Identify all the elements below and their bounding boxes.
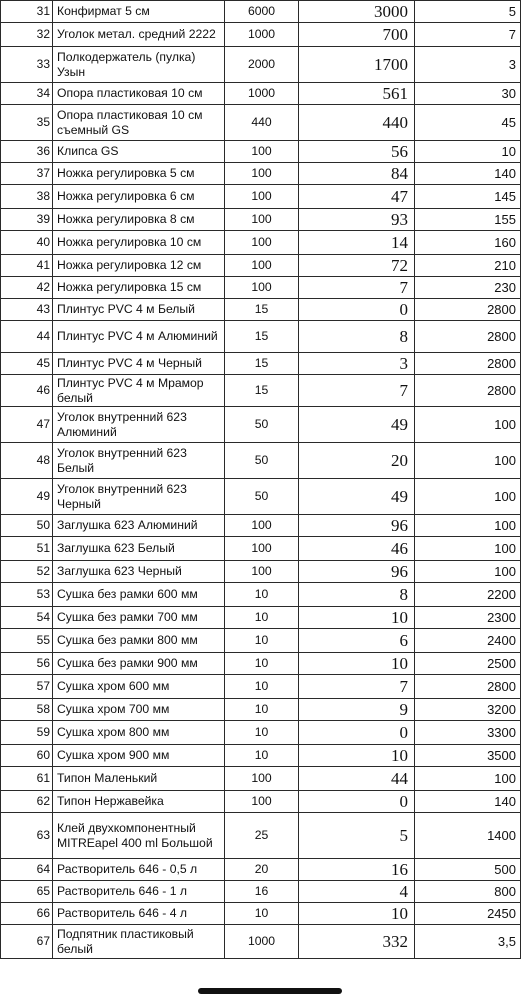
price-cell[interactable]: 230	[415, 277, 521, 299]
price-cell[interactable]: 100	[415, 479, 521, 515]
quantity-remaining-cell[interactable]: 16	[299, 859, 415, 881]
quantity-remaining-cell[interactable]: 9	[299, 699, 415, 721]
row-number-cell[interactable]: 66	[1, 903, 53, 925]
table-row	[1, 353, 521, 375]
row-number-cell[interactable]: 59	[1, 721, 53, 745]
item-name-cell[interactable]: Плинтус PVC 4 м Алюминий	[53, 321, 225, 353]
row-number-cell[interactable]: 46	[1, 375, 53, 407]
row-number-cell[interactable]: 40	[1, 231, 53, 255]
row-number-cell[interactable]: 63	[1, 813, 53, 859]
quantity-remaining-cell[interactable]: 96	[299, 561, 415, 583]
quantity-remaining-cell[interactable]: 5	[299, 813, 415, 859]
row-number-cell[interactable]: 35	[1, 105, 53, 141]
row-number-cell[interactable]: 56	[1, 653, 53, 675]
row-number-cell[interactable]: 43	[1, 299, 53, 321]
quantity-ordered-cell[interactable]: 100	[225, 141, 299, 163]
quantity-remaining-cell[interactable]: 20	[299, 443, 415, 479]
quantity-ordered-cell[interactable]: 100	[225, 537, 299, 561]
table-row	[1, 745, 521, 767]
row-number-cell[interactable]: 51	[1, 537, 53, 561]
item-name-cell[interactable]: Уголок метал. средний 2222	[53, 23, 225, 47]
quantity-ordered-cell[interactable]: 16	[225, 881, 299, 903]
table-row	[1, 141, 521, 163]
row-number-cell[interactable]: 65	[1, 881, 53, 903]
price-cell[interactable]: 7	[415, 23, 521, 47]
price-cell[interactable]: 2300	[415, 607, 521, 629]
quantity-remaining-cell[interactable]: 10	[299, 653, 415, 675]
price-cell[interactable]: 2500	[415, 653, 521, 675]
table-row	[1, 791, 521, 813]
item-name-cell[interactable]: Уголок внутренний 623 Белый	[53, 443, 225, 479]
price-cell[interactable]: 5	[415, 1, 521, 23]
table-row	[1, 767, 521, 791]
item-name-cell[interactable]: Ножка регулировка 10 см	[53, 231, 225, 255]
table-row	[1, 561, 521, 583]
quantity-remaining-cell[interactable]: 8	[299, 321, 415, 353]
quantity-remaining-cell[interactable]: 46	[299, 537, 415, 561]
table-row	[1, 83, 521, 105]
price-cell[interactable]: 2800	[415, 675, 521, 699]
quantity-remaining-cell[interactable]: 7	[299, 375, 415, 407]
quantity-remaining-cell[interactable]: 8	[299, 583, 415, 607]
row-number-cell[interactable]: 52	[1, 561, 53, 583]
item-name-cell[interactable]: Заглушка 623 Черный	[53, 561, 225, 583]
table-row	[1, 231, 521, 255]
table-row	[1, 699, 521, 721]
price-cell[interactable]: 160	[415, 231, 521, 255]
price-cell[interactable]: 2800	[415, 321, 521, 353]
quantity-remaining-cell[interactable]: 700	[299, 23, 415, 47]
quantity-ordered-cell[interactable]: 100	[225, 767, 299, 791]
item-name-cell[interactable]: Клей двухкомпонентный MITREapel 400 ml Большой	[53, 813, 225, 859]
quantity-ordered-cell[interactable]: 10	[225, 675, 299, 699]
item-name-cell[interactable]: Уголок внутренний 623 Черный	[53, 479, 225, 515]
item-name-cell[interactable]: Клипса GS	[53, 141, 225, 163]
row-number-cell[interactable]: 39	[1, 209, 53, 231]
price-cell[interactable]: 45	[415, 105, 521, 141]
item-name-cell[interactable]: Сушка без рамки 900 мм	[53, 653, 225, 675]
row-number-cell[interactable]: 42	[1, 277, 53, 299]
item-name-cell[interactable]: Ножка регулировка 6 см	[53, 185, 225, 209]
table-row	[1, 881, 521, 903]
quantity-remaining-cell[interactable]: 7	[299, 675, 415, 699]
table-row	[1, 607, 521, 629]
table-row	[1, 653, 521, 675]
quantity-ordered-cell[interactable]: 50	[225, 407, 299, 443]
price-cell[interactable]: 2800	[415, 375, 521, 407]
table-row	[1, 299, 521, 321]
table-row	[1, 443, 521, 479]
price-cell[interactable]: 3300	[415, 721, 521, 745]
row-number-cell[interactable]: 45	[1, 353, 53, 375]
row-number-cell[interactable]: 36	[1, 141, 53, 163]
table-row	[1, 537, 521, 561]
quantity-remaining-cell[interactable]: 0	[299, 721, 415, 745]
quantity-remaining-cell[interactable]: 10	[299, 745, 415, 767]
quantity-ordered-cell[interactable]: 100	[225, 163, 299, 185]
item-name-cell[interactable]: Ножка регулировка 15 см	[53, 277, 225, 299]
quantity-remaining-cell[interactable]: 7	[299, 277, 415, 299]
table-row	[1, 321, 521, 353]
quantity-ordered-cell[interactable]: 15	[225, 321, 299, 353]
table-body	[1, 1, 521, 959]
price-cell[interactable]: 140	[415, 163, 521, 185]
item-name-cell[interactable]: Плинтус PVC 4 м Черный	[53, 353, 225, 375]
quantity-remaining-cell[interactable]: 4	[299, 881, 415, 903]
item-name-cell[interactable]: Сушка без рамки 600 мм	[53, 583, 225, 607]
table-row	[1, 925, 521, 959]
row-number-cell[interactable]: 48	[1, 443, 53, 479]
quantity-ordered-cell[interactable]: 10	[225, 699, 299, 721]
item-name-cell[interactable]: Сушка без рамки 800 мм	[53, 629, 225, 653]
quantity-ordered-cell[interactable]: 15	[225, 353, 299, 375]
row-number-cell[interactable]: 32	[1, 23, 53, 47]
item-name-cell[interactable]: Подпятник пластиковый белый	[53, 925, 225, 959]
item-name-cell[interactable]: Заглушка 623 Алюминий	[53, 515, 225, 537]
quantity-ordered-cell[interactable]: 25	[225, 813, 299, 859]
price-cell[interactable]: 2450	[415, 903, 521, 925]
quantity-remaining-cell[interactable]: 0	[299, 791, 415, 813]
item-name-cell[interactable]: Растворитель 646 - 1 л	[53, 881, 225, 903]
quantity-ordered-cell[interactable]: 100	[225, 255, 299, 277]
item-name-cell[interactable]: Полкодержатель (пулка) Узын	[53, 47, 225, 83]
row-number-cell[interactable]: 49	[1, 479, 53, 515]
quantity-ordered-cell[interactable]: 10	[225, 583, 299, 607]
price-cell[interactable]: 2800	[415, 353, 521, 375]
price-cell[interactable]: 100	[415, 515, 521, 537]
row-number-cell[interactable]: 31	[1, 1, 53, 23]
quantity-ordered-cell[interactable]: 15	[225, 299, 299, 321]
quantity-ordered-cell[interactable]: 10	[225, 607, 299, 629]
quantity-remaining-cell[interactable]: 14	[299, 231, 415, 255]
row-number-cell[interactable]: 44	[1, 321, 53, 353]
row-number-cell[interactable]: 33	[1, 47, 53, 83]
price-cell[interactable]: 30	[415, 83, 521, 105]
table-row	[1, 277, 521, 299]
item-name-cell[interactable]: Уголок внутренний 623 Алюминий	[53, 407, 225, 443]
item-name-cell[interactable]: Сушка хром 800 мм	[53, 721, 225, 745]
price-cell[interactable]: 100	[415, 537, 521, 561]
table-row	[1, 721, 521, 745]
table-row	[1, 375, 521, 407]
price-cell[interactable]: 3	[415, 47, 521, 83]
quantity-ordered-cell[interactable]: 10	[225, 721, 299, 745]
price-cell[interactable]: 3,5	[415, 925, 521, 959]
quantity-remaining-cell[interactable]: 49	[299, 407, 415, 443]
row-number-cell[interactable]: 64	[1, 859, 53, 881]
row-number-cell[interactable]: 37	[1, 163, 53, 185]
quantity-remaining-cell[interactable]: 96	[299, 515, 415, 537]
quantity-ordered-cell[interactable]: 10	[225, 629, 299, 653]
table-row	[1, 1, 521, 23]
item-name-cell[interactable]: Опора пластиковая 10 см	[53, 83, 225, 105]
row-number-cell[interactable]: 34	[1, 83, 53, 105]
quantity-remaining-cell[interactable]: 3000	[299, 1, 415, 23]
row-number-cell[interactable]: 54	[1, 607, 53, 629]
quantity-remaining-cell[interactable]: 93	[299, 209, 415, 231]
price-cell[interactable]: 3200	[415, 699, 521, 721]
quantity-ordered-cell[interactable]: 10	[225, 653, 299, 675]
quantity-remaining-cell[interactable]: 1700	[299, 47, 415, 83]
table-row	[1, 105, 521, 141]
price-cell[interactable]: 2400	[415, 629, 521, 653]
quantity-ordered-cell[interactable]: 2000	[225, 47, 299, 83]
row-number-cell[interactable]: 38	[1, 185, 53, 209]
item-name-cell[interactable]: Сушка хром 600 мм	[53, 675, 225, 699]
price-cell[interactable]: 1400	[415, 813, 521, 859]
table-row	[1, 209, 521, 231]
item-name-cell[interactable]: Плинтус PVC 4 м Белый	[53, 299, 225, 321]
quantity-ordered-cell[interactable]: 10	[225, 745, 299, 767]
table-row	[1, 255, 521, 277]
price-cell[interactable]: 100	[415, 407, 521, 443]
item-name-cell[interactable]: Конфирмат 5 см	[53, 1, 225, 23]
item-name-cell[interactable]: Типон Маленький	[53, 767, 225, 791]
price-cell[interactable]: 155	[415, 209, 521, 231]
price-cell[interactable]: 2800	[415, 299, 521, 321]
table-row	[1, 407, 521, 443]
price-cell[interactable]: 100	[415, 561, 521, 583]
price-cell[interactable]: 210	[415, 255, 521, 277]
row-number-cell[interactable]: 61	[1, 767, 53, 791]
table-row	[1, 583, 521, 607]
quantity-remaining-cell[interactable]: 3	[299, 353, 415, 375]
item-name-cell[interactable]: Ножка регулировка 5 см	[53, 163, 225, 185]
price-cell[interactable]: 10	[415, 141, 521, 163]
table-row	[1, 903, 521, 925]
table-row	[1, 47, 521, 83]
quantity-ordered-cell[interactable]: 50	[225, 443, 299, 479]
quantity-remaining-cell[interactable]: 44	[299, 767, 415, 791]
quantity-remaining-cell[interactable]: 56	[299, 141, 415, 163]
quantity-ordered-cell[interactable]: 20	[225, 859, 299, 881]
quantity-remaining-cell[interactable]: 72	[299, 255, 415, 277]
quantity-remaining-cell[interactable]: 84	[299, 163, 415, 185]
price-cell[interactable]: 100	[415, 767, 521, 791]
item-name-cell[interactable]: Опора пластиковая 10 см съемный GS	[53, 105, 225, 141]
row-number-cell[interactable]: 53	[1, 583, 53, 607]
quantity-remaining-cell[interactable]: 561	[299, 83, 415, 105]
price-cell[interactable]: 500	[415, 859, 521, 881]
quantity-remaining-cell[interactable]: 10	[299, 607, 415, 629]
price-cell[interactable]: 800	[415, 881, 521, 903]
item-name-cell[interactable]: Сушка хром 700 мм	[53, 699, 225, 721]
quantity-ordered-cell[interactable]: 10	[225, 903, 299, 925]
row-number-cell[interactable]: 47	[1, 407, 53, 443]
quantity-ordered-cell[interactable]: 100	[225, 561, 299, 583]
quantity-ordered-cell[interactable]: 1000	[225, 23, 299, 47]
quantity-remaining-cell[interactable]: 47	[299, 185, 415, 209]
quantity-remaining-cell[interactable]: 10	[299, 903, 415, 925]
home-indicator[interactable]	[198, 988, 342, 994]
quantity-remaining-cell[interactable]: 332	[299, 925, 415, 959]
table-row	[1, 629, 521, 653]
item-name-cell[interactable]: Плинтус PVC 4 м Мрамор белый	[53, 375, 225, 407]
table-row	[1, 479, 521, 515]
row-number-cell[interactable]: 58	[1, 699, 53, 721]
row-number-cell[interactable]: 50	[1, 515, 53, 537]
item-name-cell[interactable]: Типон Нержавейка	[53, 791, 225, 813]
item-name-cell[interactable]: Сушка хром 900 мм	[53, 745, 225, 767]
item-name-cell[interactable]: Заглушка 623 Белый	[53, 537, 225, 561]
item-name-cell[interactable]: Ножка регулировка 12 см	[53, 255, 225, 277]
table-row	[1, 813, 521, 859]
table-row	[1, 23, 521, 47]
quantity-ordered-cell[interactable]: 100	[225, 231, 299, 255]
quantity-remaining-cell[interactable]: 0	[299, 299, 415, 321]
table-row	[1, 185, 521, 209]
row-number-cell[interactable]: 62	[1, 791, 53, 813]
price-cell[interactable]: 145	[415, 185, 521, 209]
table-row	[1, 163, 521, 185]
quantity-remaining-cell[interactable]: 440	[299, 105, 415, 141]
item-name-cell[interactable]: Сушка без рамки 700 мм	[53, 607, 225, 629]
item-name-cell[interactable]: Растворитель 646 - 4 л	[53, 903, 225, 925]
table-row	[1, 675, 521, 699]
row-number-cell[interactable]: 67	[1, 925, 53, 959]
quantity-ordered-cell[interactable]: 100	[225, 209, 299, 231]
table-row	[1, 859, 521, 881]
row-number-cell[interactable]: 55	[1, 629, 53, 653]
quantity-ordered-cell[interactable]: 50	[225, 479, 299, 515]
row-number-cell[interactable]: 60	[1, 745, 53, 767]
quantity-ordered-cell[interactable]: 100	[225, 277, 299, 299]
table-row	[1, 515, 521, 537]
quantity-ordered-cell[interactable]: 15	[225, 375, 299, 407]
quantity-ordered-cell[interactable]: 100	[225, 185, 299, 209]
quantity-ordered-cell[interactable]: 100	[225, 515, 299, 537]
quantity-ordered-cell[interactable]: 100	[225, 791, 299, 813]
row-number-cell[interactable]: 41	[1, 255, 53, 277]
price-cell[interactable]: 2200	[415, 583, 521, 607]
row-number-cell[interactable]: 57	[1, 675, 53, 699]
quantity-remaining-cell[interactable]: 6	[299, 629, 415, 653]
quantity-remaining-cell[interactable]: 49	[299, 479, 415, 515]
quantity-ordered-cell[interactable]: 440	[225, 105, 299, 141]
quantity-ordered-cell[interactable]: 1000	[225, 83, 299, 105]
item-name-cell[interactable]: Растворитель 646 - 0,5 л	[53, 859, 225, 881]
price-cell[interactable]: 3500	[415, 745, 521, 767]
quantity-ordered-cell[interactable]: 1000	[225, 925, 299, 959]
quantity-ordered-cell[interactable]: 6000	[225, 1, 299, 23]
item-name-cell[interactable]: Ножка регулировка 8 см	[53, 209, 225, 231]
price-cell[interactable]: 100	[415, 443, 521, 479]
price-cell[interactable]: 140	[415, 791, 521, 813]
